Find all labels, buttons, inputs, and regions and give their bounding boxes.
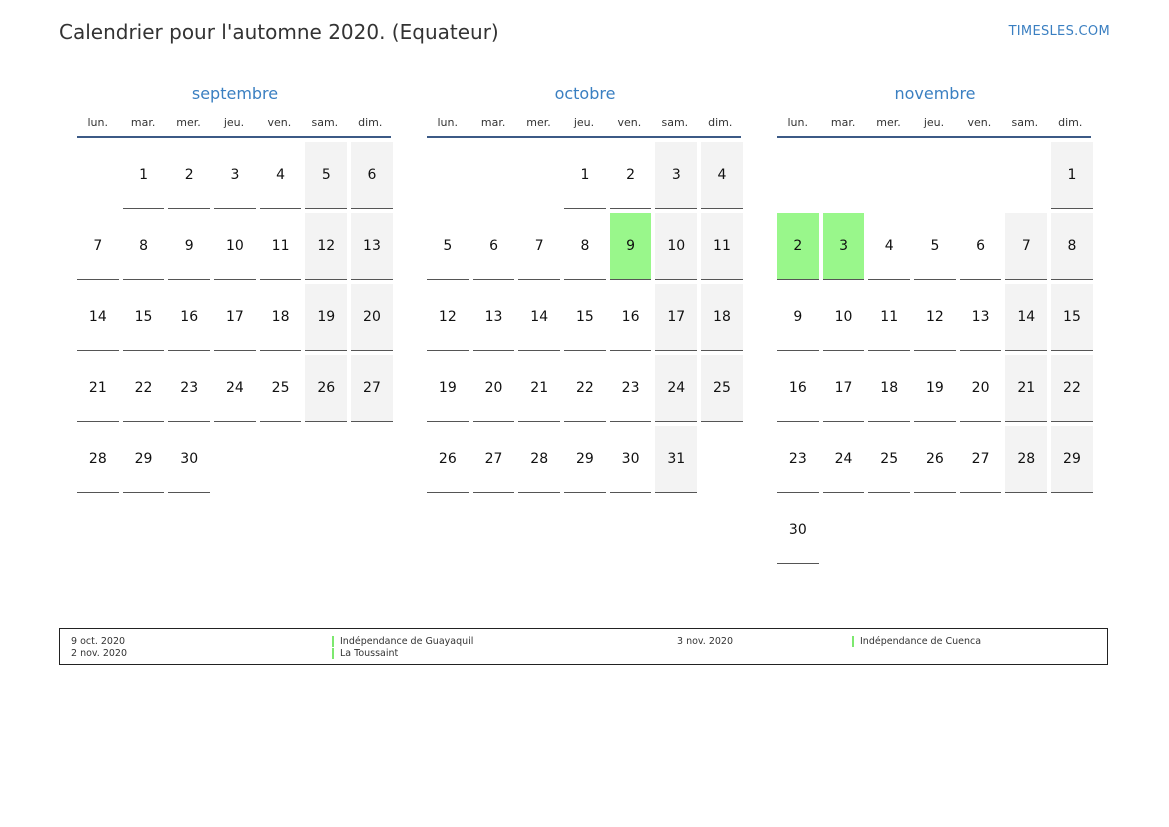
day-cell: 3 — [655, 142, 697, 209]
day-cell: 30 — [168, 426, 210, 493]
day-cell: 27 — [960, 426, 1002, 493]
weekday-label: jeu. — [923, 116, 945, 129]
day-cell: 19 — [914, 355, 956, 422]
month-november — [777, 84, 1093, 564]
month-october — [427, 84, 743, 493]
day-cell: 6 — [473, 213, 515, 280]
day-cell: 23 — [777, 426, 819, 493]
holiday-color-marker — [332, 648, 334, 659]
day-cell: 24 — [214, 355, 256, 422]
day-cell: 4 — [260, 142, 302, 209]
day-cell: 9 — [777, 284, 819, 351]
weekday-label: lun. — [787, 116, 808, 129]
holiday-day-cell: 3 — [823, 213, 865, 280]
day-cell: 17 — [823, 355, 865, 422]
day-cell: 4 — [868, 213, 910, 280]
weekday-label: jeu. — [573, 116, 595, 129]
day-cell: 28 — [77, 426, 119, 493]
day-cell: 12 — [427, 284, 469, 351]
weekday-label: lun. — [437, 116, 458, 129]
day-cell: 15 — [1051, 284, 1093, 351]
empty-cell — [77, 142, 119, 209]
empty-cell — [473, 142, 515, 209]
weekday-label: mar. — [830, 116, 856, 129]
weekday-header — [427, 116, 741, 138]
weekday-label: dim. — [358, 116, 383, 129]
day-cell: 22 — [123, 355, 165, 422]
day-cell: 1 — [123, 142, 165, 209]
day-cell: 22 — [564, 355, 606, 422]
weekday-label: ven. — [967, 116, 992, 129]
empty-cell — [823, 142, 865, 209]
empty-cell — [960, 142, 1002, 209]
day-cell: 28 — [518, 426, 560, 493]
day-cell: 21 — [77, 355, 119, 422]
legend-holiday — [852, 635, 981, 647]
day-cell: 18 — [701, 284, 743, 351]
month-name: novembre — [894, 84, 976, 103]
day-cell: 7 — [1005, 213, 1047, 280]
day-cell: 15 — [564, 284, 606, 351]
day-cell: 7 — [77, 213, 119, 280]
day-cell: 14 — [1005, 284, 1047, 351]
day-cell: 12 — [914, 284, 956, 351]
day-cell: 23 — [168, 355, 210, 422]
day-cell: 7 — [518, 213, 560, 280]
day-cell: 3 — [214, 142, 256, 209]
weekday-label: ven. — [617, 116, 642, 129]
weekday-label: lun. — [87, 116, 108, 129]
day-cell: 26 — [427, 426, 469, 493]
weekday-header — [777, 116, 1091, 138]
day-cell: 27 — [351, 355, 393, 422]
empty-cell — [914, 142, 956, 209]
day-cell: 25 — [868, 426, 910, 493]
weekday-label: mer. — [176, 116, 201, 129]
day-cell: 6 — [960, 213, 1002, 280]
month-name: septembre — [191, 84, 279, 103]
day-cell: 29 — [1051, 426, 1093, 493]
day-cell: 4 — [701, 142, 743, 209]
day-cell: 19 — [427, 355, 469, 422]
day-cell: 23 — [610, 355, 652, 422]
day-cell: 16 — [168, 284, 210, 351]
weekday-label: ven. — [267, 116, 292, 129]
day-cell: 20 — [351, 284, 393, 351]
day-cell: 2 — [610, 142, 652, 209]
weekday-label: sam. — [311, 116, 339, 129]
day-cell: 9 — [168, 213, 210, 280]
weekday-label: dim. — [1058, 116, 1083, 129]
day-cell: 5 — [427, 213, 469, 280]
day-cell: 16 — [777, 355, 819, 422]
day-cell: 29 — [123, 426, 165, 493]
days-grid — [77, 142, 391, 493]
day-cell: 8 — [564, 213, 606, 280]
day-cell: 12 — [305, 213, 347, 280]
day-cell: 8 — [1051, 213, 1093, 280]
legend-date: 9 oct. 2020 — [71, 635, 126, 647]
day-cell: 10 — [655, 213, 697, 280]
day-cell: 11 — [260, 213, 302, 280]
month-september — [77, 84, 393, 493]
holiday-color-marker — [332, 636, 334, 647]
day-cell: 1 — [564, 142, 606, 209]
day-cell: 31 — [655, 426, 697, 493]
day-cell: 26 — [914, 426, 956, 493]
day-cell: 24 — [823, 426, 865, 493]
day-cell: 24 — [655, 355, 697, 422]
weekday-label: dim. — [708, 116, 733, 129]
day-cell: 21 — [1005, 355, 1047, 422]
legend-holiday-name: Indépendance de Guayaquil — [340, 635, 474, 647]
day-cell: 28 — [1005, 426, 1047, 493]
holiday-legend — [59, 628, 1108, 665]
day-cell: 30 — [777, 497, 819, 564]
legend-date: 2 nov. 2020 — [71, 647, 127, 659]
day-cell: 10 — [823, 284, 865, 351]
weekday-label: mer. — [876, 116, 901, 129]
day-cell: 26 — [305, 355, 347, 422]
day-cell: 14 — [518, 284, 560, 351]
legend-holiday — [332, 647, 398, 659]
empty-cell — [868, 142, 910, 209]
day-cell: 18 — [260, 284, 302, 351]
legend-holiday-name: La Toussaint — [340, 647, 399, 659]
day-cell: 6 — [351, 142, 393, 209]
day-cell: 5 — [305, 142, 347, 209]
day-cell: 16 — [610, 284, 652, 351]
day-cell: 22 — [1051, 355, 1093, 422]
day-cell: 27 — [473, 426, 515, 493]
day-cell: 13 — [960, 284, 1002, 351]
day-cell: 19 — [305, 284, 347, 351]
day-cell: 20 — [960, 355, 1002, 422]
holiday-day-cell: 9 — [610, 213, 652, 280]
day-cell: 11 — [701, 213, 743, 280]
legend-date: 3 nov. 2020 — [677, 635, 733, 647]
legend-holiday-name: Indépendance de Cuenca — [860, 635, 982, 647]
weekday-label: jeu. — [223, 116, 245, 129]
holiday-color-marker — [852, 636, 854, 647]
days-grid — [427, 142, 741, 493]
day-cell: 29 — [564, 426, 606, 493]
day-cell: 14 — [77, 284, 119, 351]
holiday-day-cell: 2 — [777, 213, 819, 280]
day-cell: 15 — [123, 284, 165, 351]
day-cell: 2 — [168, 142, 210, 209]
page-title: Calendrier pour l'automne 2020. (Equateur) — [59, 20, 499, 44]
weekday-label: mar. — [480, 116, 506, 129]
weekday-label: mer. — [526, 116, 551, 129]
empty-cell — [518, 142, 560, 209]
day-cell: 20 — [473, 355, 515, 422]
day-cell: 1 — [1051, 142, 1093, 209]
brand-link[interactable]: TIMESLES.COM — [1008, 24, 1110, 39]
day-cell: 17 — [214, 284, 256, 351]
day-cell: 25 — [701, 355, 743, 422]
legend-holiday — [332, 635, 473, 647]
day-cell: 30 — [610, 426, 652, 493]
day-cell: 11 — [868, 284, 910, 351]
weekday-label: sam. — [661, 116, 689, 129]
empty-cell — [427, 142, 469, 209]
empty-cell — [1005, 142, 1047, 209]
weekday-label: sam. — [1011, 116, 1039, 129]
day-cell: 5 — [914, 213, 956, 280]
day-cell: 18 — [868, 355, 910, 422]
day-cell: 8 — [123, 213, 165, 280]
month-name: octobre — [554, 84, 616, 103]
day-cell: 13 — [351, 213, 393, 280]
day-cell: 17 — [655, 284, 697, 351]
weekday-header — [77, 116, 391, 138]
day-cell: 13 — [473, 284, 515, 351]
day-cell: 21 — [518, 355, 560, 422]
empty-cell — [777, 142, 819, 209]
day-cell: 25 — [260, 355, 302, 422]
weekday-label: mar. — [130, 116, 156, 129]
days-grid — [777, 142, 1091, 564]
day-cell: 10 — [214, 213, 256, 280]
